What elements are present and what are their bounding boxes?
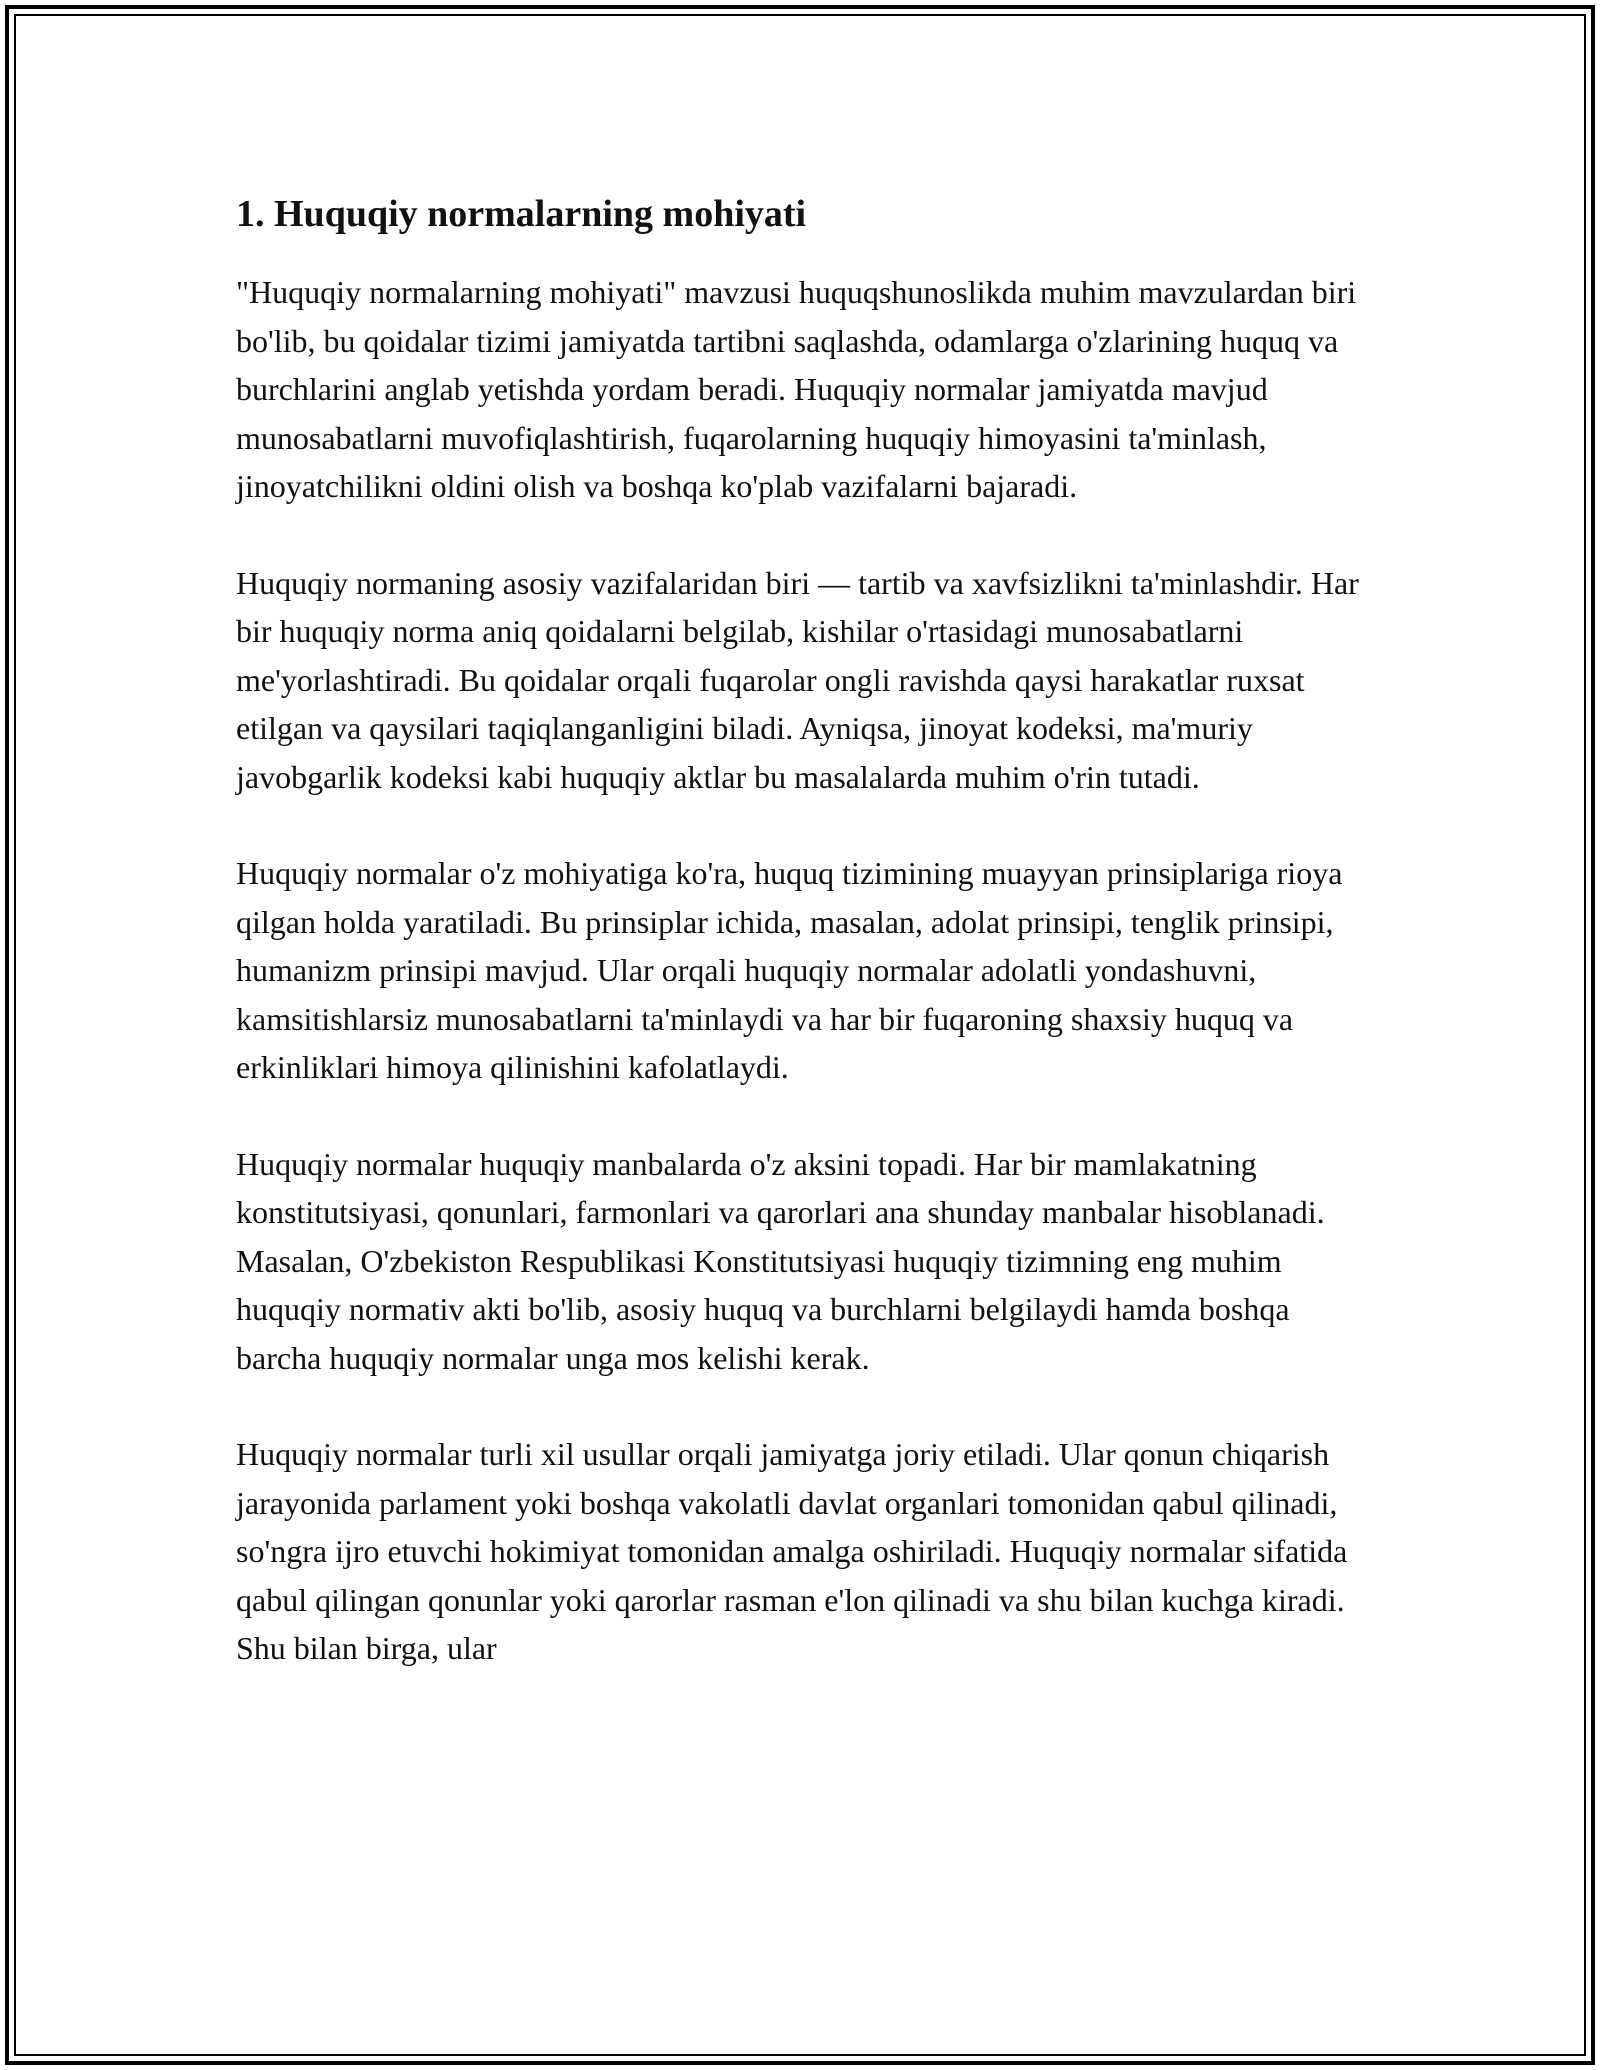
section-heading: 1. Huquqiy normalarning mohiyati [236, 193, 807, 235]
paragraph-5: Huquqiy normalar turli xil usullar orqali jamiyatga joriy etiladi. Ular qonun chiqarish jarayonida parlament yoki boshqa vakolatli davlat organlari tomonidan qabul qilinadi, so'ngra ijro etuvchi hokimiyat tomonidan amalga oshiriladi. Huquqiy normalar sifatida qabul qilingan qonunlar yoki qarorlar rasman e'lon qilinadi va shu bilan kuchga kiradi. Shu bilan birga, ular [236, 1436, 1348, 1666]
paragraph-2: Huquqiy normaning asosiy vazifalaridan biri — tartib va xavfsizlikni ta'minlashdir. Har bir huquqiy norma aniq qoidalarni belgilab, kishilar o'rtasidagi munosabatlarni me'yorlashtiradi. Bu qoidalar orqali fuqarolar ongli ravishda qaysi harakatlar ruxsat etilgan va qaysilari taqiqlanganligini biladi. Ayniqsa, jinoyat kodeksi, ma'muriy javobgarlik kodeksi kabi huquqiy aktlar bu masalalarda muhim o'rin tutadi. [236, 564, 1359, 795]
paragraph-1: "Huquqiy normalarning mohiyati" mavzusi huquqshunoslikda muhim mavzulardan biri bo'lib, bu qoidalar tizimi jamiyatda tartibni saqlashda, odamlarga o'zlarining huquq va burchlarini anglab yetishda yordam beradi. Huquqiy normalar jamiyatda mavjud munosabatlarni muvofiqlashtirish, fuqarolarning huquqiy himoyasini ta'minlash, jinoyatchilikni oldini olish va boshqa ko'plab vazifalarni bajaradi. [236, 274, 1357, 504]
paragraph-4: Huquqiy normalar huquqiy manbalarda o'z aksini topadi. Har bir mamlakatning konstitutsiyasi, qonunlari, farmonlari va qarorlari ana shunday manbalar hisoblanadi. Masalan, O'zbekiston Respublikasi Konstitutsiyasi huquqiy tizimning eng muhim huquqiy normativ akti bo'lib, asosiy huquq va burchlarni belgilaydi hamda boshqa barcha huquqiy normalar unga mos kelishi kerak. [236, 1145, 1325, 1376]
paragraph-3: Huquqiy normalar o'z mohiyatiga ko'ra, huquq tizimining muayyan prinsiplariga rioya qilgan holda yaratiladi. Bu prinsiplar ichida, masalan, adolat prinsipi, tenglik prinsipi, humanizm prinsipi mavjud. Ular orqali huquqiy normalar adolatli yondashuvni, kamsitishlarsiz munosabatlarni ta'minlaydi va har bir fuqaroning shaxsiy huquq va erkinliklari himoya qilinishini kafolatlaydi. [236, 855, 1343, 1085]
document-body [236, 188, 1366, 1721]
